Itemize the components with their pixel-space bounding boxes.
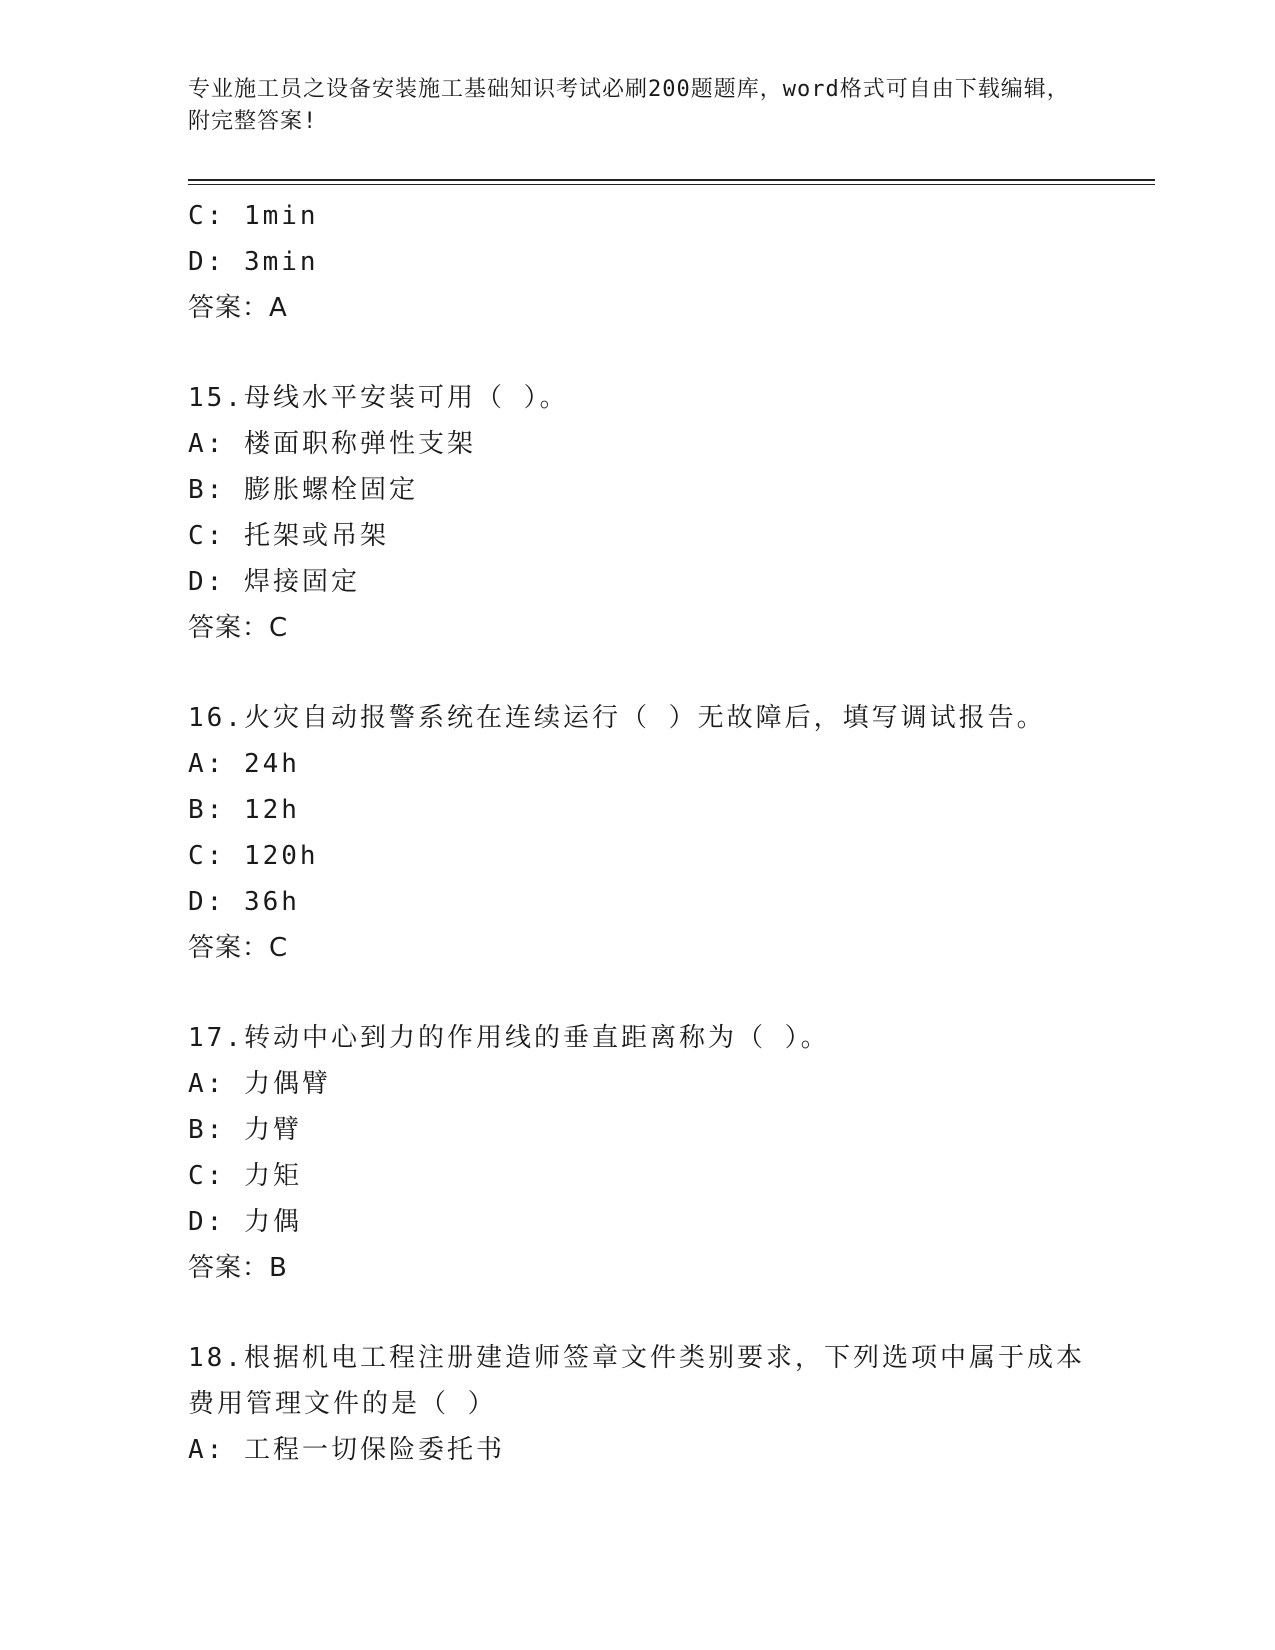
exam-content: [188, 193, 1088, 1473]
answer-text: 答案：C: [188, 933, 289, 963]
option-b: B: 12h: [188, 795, 300, 825]
option-c: C: 120h: [188, 841, 319, 871]
option-b: B: 膨胀螺栓固定: [188, 475, 418, 505]
question-text: 16.火灾自动报警系统在连续运行（ ）无故障后，填写调试报告。: [188, 703, 1046, 733]
option-c: C: 力矩: [188, 1161, 302, 1191]
question-17: [188, 1015, 1088, 1291]
question-14-continued: [188, 193, 1088, 331]
question-text: 17.转动中心到力的作用线的垂直距离称为（ ）。: [188, 1023, 830, 1053]
answer-text: 答案：A: [188, 293, 288, 323]
header-divider: [188, 179, 1155, 185]
document-header: [188, 74, 1088, 138]
question-text-line-1: 18.根据机电工程注册建造师签章文件类别要求，下列选项中属于成本: [188, 1343, 1085, 1373]
document-title: 专业施工员之设备安装施工基础知识考试必刷200题题库，word格式可自由下载编辑，附完整答案!: [188, 77, 1070, 134]
question-15: [188, 375, 1088, 651]
option-a: A: 力偶臂: [188, 1069, 331, 1099]
option-b: B: 力臂: [188, 1115, 302, 1145]
question-text: 15.母线水平安装可用（ ）。: [188, 383, 569, 413]
option-c: C: 1min: [188, 201, 319, 231]
question-18: [188, 1335, 1088, 1473]
option-a: A: 楼面职称弹性支架: [188, 429, 476, 459]
question-16: [188, 695, 1088, 971]
answer-text: 答案：C: [188, 613, 289, 643]
option-c: C: 托架或吊架: [188, 521, 389, 551]
answer-text: 答案：B: [188, 1253, 288, 1283]
question-text-line-2: 费用管理文件的是（ ）: [188, 1389, 497, 1419]
option-d: D: 3min: [188, 247, 319, 277]
option-a: A: 工程一切保险委托书: [188, 1435, 505, 1465]
option-d: D: 焊接固定: [188, 567, 360, 597]
option-a: A: 24h: [188, 749, 300, 779]
option-d: D: 力偶: [188, 1207, 302, 1237]
option-d: D: 36h: [188, 887, 300, 917]
